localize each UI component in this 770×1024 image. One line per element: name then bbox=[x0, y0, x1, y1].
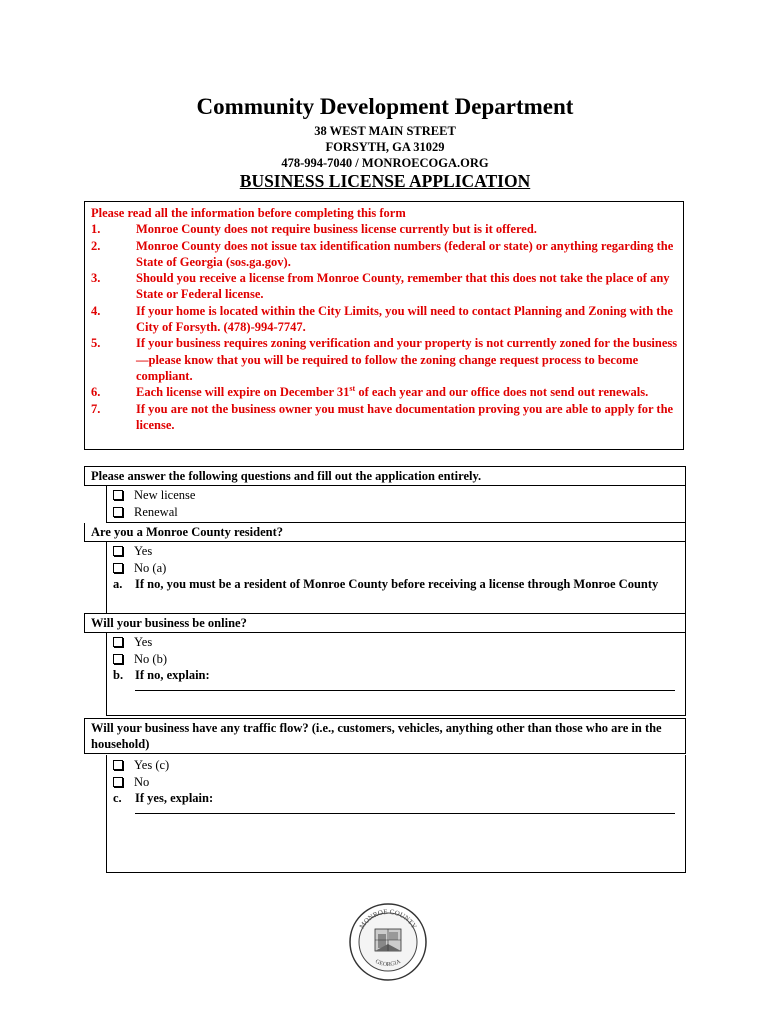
answers-traffic-flow bbox=[106, 755, 686, 873]
sub-note-a: a. If no, you must be a resident of Monroe County before receiving a license through Monroe County bbox=[113, 577, 659, 591]
checkbox-icon[interactable] bbox=[113, 546, 123, 556]
sub-note-b: b. If no, explain: bbox=[113, 668, 210, 682]
checkbox-icon[interactable] bbox=[113, 490, 123, 500]
explain-online-field[interactable] bbox=[135, 684, 675, 691]
option-new-license[interactable]: New license bbox=[113, 487, 679, 504]
form-title: BUSINESS LICENSE APPLICATION bbox=[239, 171, 531, 191]
option-renewal[interactable]: Renewal bbox=[113, 504, 679, 521]
contact-info: 478-994-7040 / MONROECOGA.ORG bbox=[281, 156, 489, 170]
option-traffic-no[interactable]: No bbox=[113, 774, 679, 791]
question-license-type: Please answer the following questions and fill out the application entirely. bbox=[84, 466, 686, 486]
department-title: Community Development Department bbox=[196, 94, 574, 119]
checkbox-icon[interactable] bbox=[113, 507, 123, 517]
notice-item: 7. If you are not the business owner you must have documentation proving you are able to apply for the license. bbox=[91, 401, 674, 432]
notice-box bbox=[84, 201, 684, 450]
question-online: Will your business be online? bbox=[84, 613, 686, 633]
answers-license-type bbox=[106, 485, 686, 523]
seal-text-bottom: GEORGIA bbox=[374, 958, 402, 969]
notice-item: 4. If your home is located within the City Limits, you will need to contact Planning and Zoning with the City of Forsyth. (478)-994-7747. bbox=[91, 303, 673, 335]
option-online-yes[interactable]: Yes bbox=[113, 634, 679, 651]
notice-item: 6. Each license will expire on December 31st of each year and our office does not send out renewals. bbox=[91, 384, 649, 400]
notice-item: 3. Should you receive a license from Monroe County, remember that this does not take the place of any State or Federal license. bbox=[91, 271, 670, 302]
seal-text-top: MONROE COUNTY bbox=[357, 907, 419, 931]
notice-item: 1. Monroe County does not require business license currently but is it offered. bbox=[91, 222, 537, 237]
option-resident-yes[interactable]: Yes bbox=[113, 543, 679, 560]
checkbox-icon[interactable] bbox=[113, 637, 123, 647]
checkbox-icon[interactable] bbox=[113, 760, 123, 770]
answers-resident bbox=[106, 541, 686, 614]
option-traffic-yes[interactable]: Yes (c) bbox=[113, 757, 679, 774]
notice-intro: Please read all the information before completing this form bbox=[91, 206, 406, 220]
notice-item: 5. If your business requires zoning verification and your property is not currently zoned for the business—please know that you will be required to follow the zoning change request process to become compliant. bbox=[91, 336, 678, 383]
sub-note-c: c. If yes, explain: bbox=[113, 791, 214, 805]
notice-item: 2. Monroe County does not issue tax identification numbers (federal or state) or anything regarding the State of Georgia (sos.ga.gov). bbox=[91, 238, 674, 269]
checkbox-icon[interactable] bbox=[113, 563, 123, 573]
answers-online bbox=[106, 632, 686, 716]
question-resident: Are you a Monroe County resident? bbox=[84, 523, 686, 542]
address-street: 38 WEST MAIN STREET bbox=[314, 124, 456, 138]
county-seal-icon bbox=[348, 902, 428, 982]
checkbox-icon[interactable] bbox=[113, 777, 123, 787]
checkbox-icon[interactable] bbox=[113, 654, 123, 664]
address-city: FORSYTH, GA 31029 bbox=[325, 140, 445, 154]
option-online-no[interactable]: No (b) bbox=[113, 651, 679, 668]
option-resident-no[interactable]: No (a) bbox=[113, 560, 679, 577]
explain-traffic-field[interactable] bbox=[135, 807, 675, 814]
question-traffic-flow: Will your business have any traffic flow? (i.e., customers, vehicles, anything other than those who are in the household) bbox=[84, 718, 686, 754]
